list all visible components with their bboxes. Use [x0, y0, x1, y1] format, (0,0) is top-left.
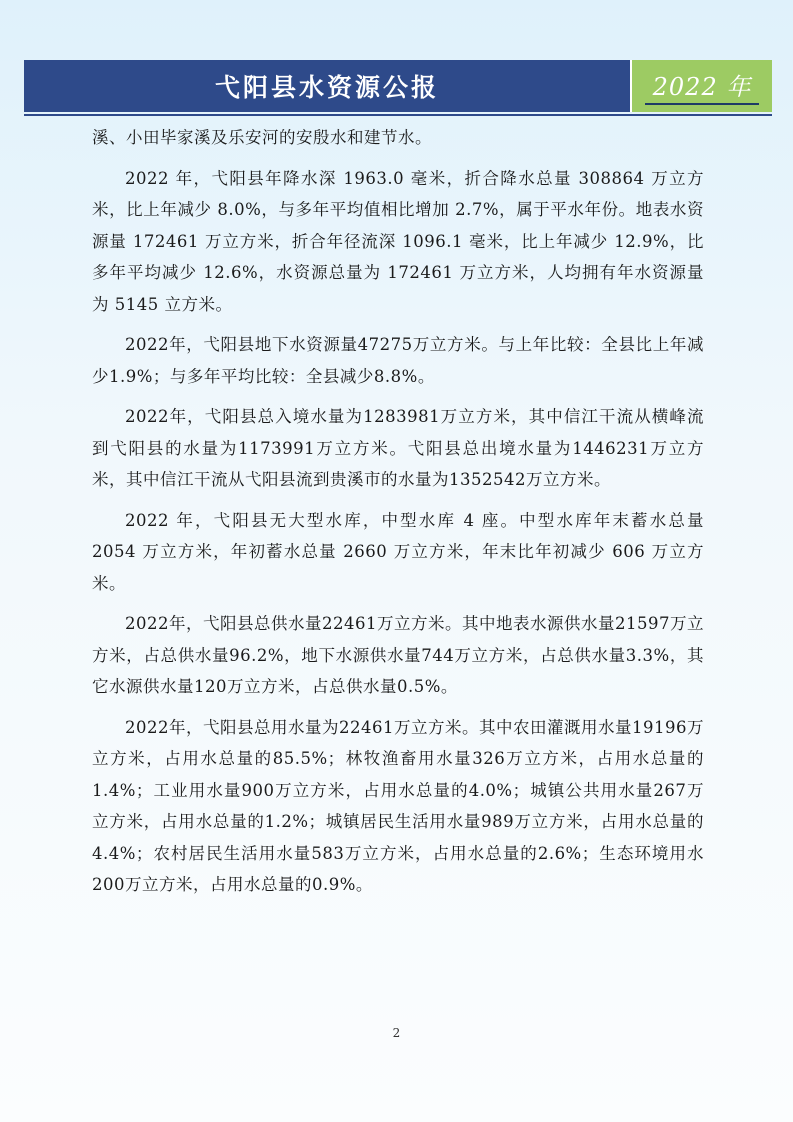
paragraph-precipitation: 2022 年，弋阳县年降水深 1963.0 毫米，折合降水总量 308864 万立方米，比上年减少 8.0%，与多年平均值相比增加 2.7%，属于平水年份。地表水资源量 172461 万立方米，折合年径流深 1096.1 毫米，比上年减少 12.9%，比多年平均减少 12.6%，水资源总量为 172461 万立方米，人均拥有年水资源量为 5145 立方米。: [92, 168, 704, 314]
report-title-box: [24, 60, 632, 112]
paragraph-water-use: 2022年，弋阳县总用水量为22461万立方米。其中农田灌溉用水量19196万立方米，占用水总量的85.5%；林牧渔畜用水量326万立方米，占用水总量的1.4%；工业用水量900万立方米，占用水总量的4.0%；城镇公共用水量267万立方米，占用水总量的1.2%；城镇居民生活用水量989万立方米，占用水总量的4.4%；农村居民生活用水量583万立方米，占用水总量的2.6%；生态环境用水200万立方米，占用水总量的0.9%。: [92, 717, 704, 894]
paragraph-reservoirs: 2022 年，弋阳县无大型水库，中型水库 4 座。中型水库年末蓄水总量 2054 万立方米，年初蓄水总量 2660 万立方米，年末比年初减少 606 万立方米。: [92, 510, 704, 593]
paragraph-inflow-outflow: 2022年，弋阳县总入境水量为1283981万立方米，其中信江干流从横峰流到弋阳县的水量为1173991万立方米。弋阳县总出境水量为1446231万立方米，其中信江干流从弋阳县流到贵溪市的水量为1352542万立方米。: [92, 407, 704, 489]
paragraph-water-supply: 2022年，弋阳县总供水量22461万立方米。其中地表水源供水量21597万立方米，占总供水量96.2%，地下水源供水量744万立方米，占总供水量3.3%，其它水源供水量120万立方米，占总供水量0.5%。: [92, 614, 704, 696]
page-number: 2: [392, 1026, 401, 1040]
page-header: [24, 60, 772, 112]
paragraph-groundwater: 2022年，弋阳县地下水资源量47275万立方米。与上年比较：全县比上年减少1.9%；与多年平均比较：全县减少8.8%。: [92, 335, 704, 386]
header-divider: [24, 114, 772, 116]
report-year: 2022 年: [645, 67, 760, 105]
paragraph-continuation: 溪、小田毕家溪及乐安河的安殷水和建节水。: [92, 128, 432, 147]
report-year-box: [632, 60, 772, 112]
report-title: 弋阳县水资源公报: [214, 73, 439, 102]
document-body: [92, 122, 704, 910]
